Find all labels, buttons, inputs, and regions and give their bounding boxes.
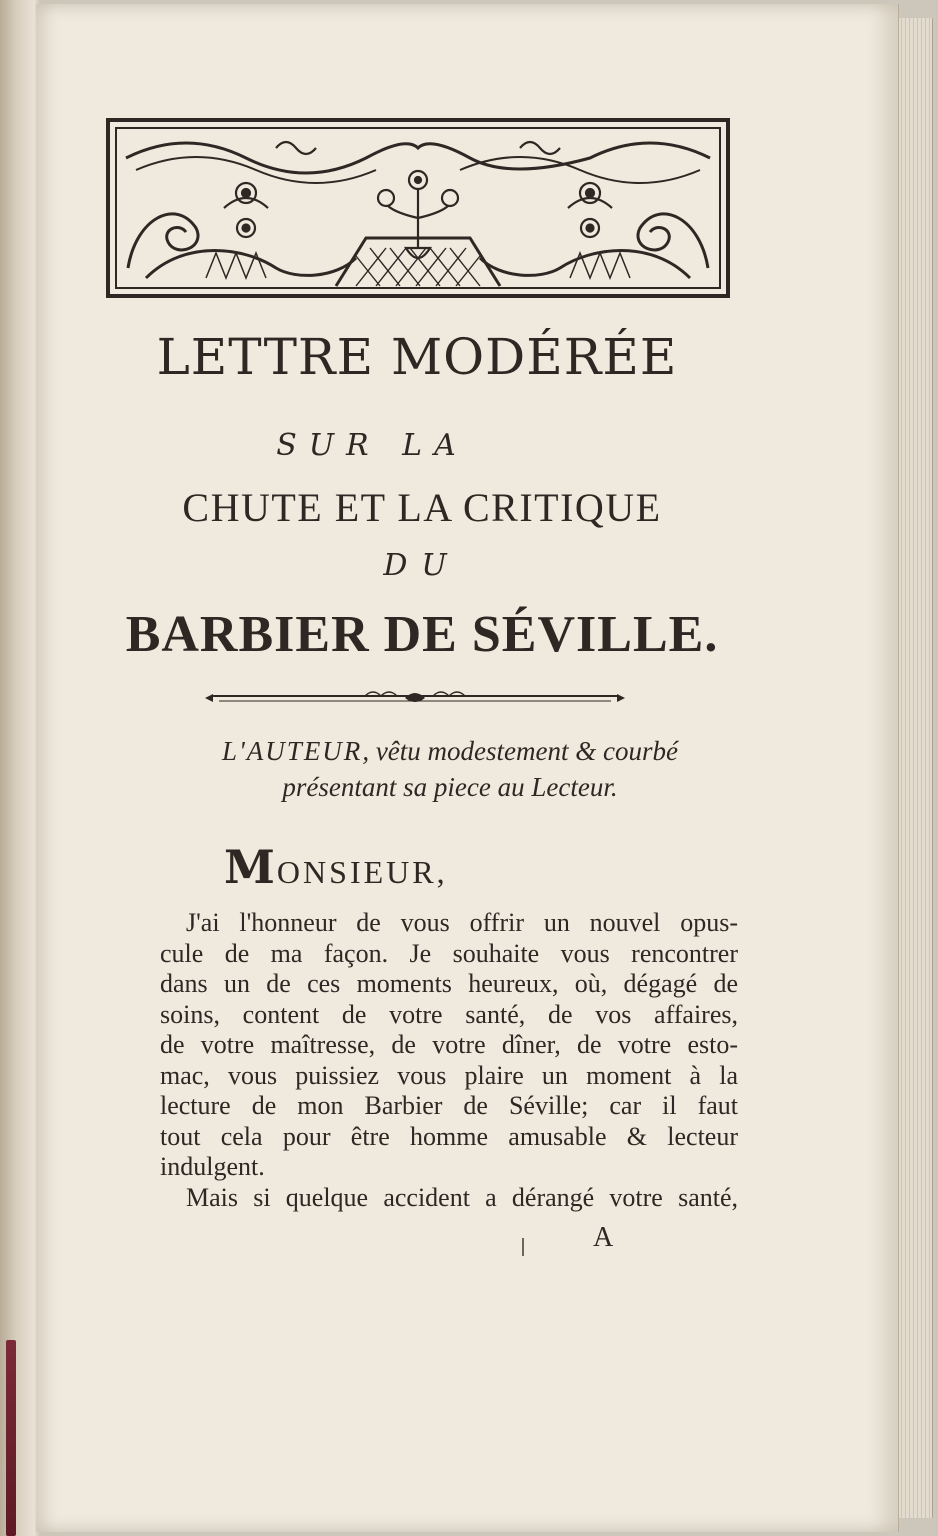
body-line: tout cela pour être homme amusable & lecteur	[160, 1121, 738, 1151]
body-line: lecture de mon Barbier de Séville; car il faut	[160, 1091, 738, 1120]
salutation	[224, 840, 448, 894]
salutation-rest: ONSIEUR,	[276, 854, 448, 890]
title-line-2: SUR LA	[276, 428, 468, 463]
epigraph-line-1-rest: , vêtu modestement & courbé	[362, 736, 678, 766]
epigraph	[150, 733, 750, 805]
body-line: J'ai l'honneur de vous offrir un nouvel opus-	[186, 908, 738, 937]
book-binding	[0, 0, 40, 1536]
signature-mark: A	[593, 1222, 614, 1253]
salutation-dropcap: M	[224, 840, 275, 894]
body-line: de votre maîtresse, de votre dîner, de votre esto-	[160, 1030, 738, 1059]
page-edges	[898, 18, 933, 1518]
page-mark	[522, 1238, 524, 1256]
title-line-5: BARBIER DE SÉVILLE.	[125, 606, 719, 663]
ornamental-headpiece	[106, 118, 730, 298]
body-line: indulgent.	[160, 1152, 265, 1181]
body-line: Mais si quelque accident a dérangé votre santé,	[186, 1182, 738, 1212]
epigraph-line-1	[150, 733, 750, 769]
epigraph-line-2: présentant sa piece au Lecteur.	[282, 772, 618, 802]
body-line: cule de ma façon. Je souhaite vous rencontrer	[160, 938, 738, 968]
title-line-4: DU	[383, 548, 461, 583]
title-line-3: CHUTE ET LA CRITIQUE	[182, 485, 662, 530]
binding-ribbon	[6, 1340, 16, 1536]
ornamental-rule	[205, 688, 625, 708]
body-line: soins, content de votre santé, de vos affaires,	[160, 999, 738, 1029]
body-line: mac, vous puissiez vous plaire un moment à la	[160, 1060, 738, 1090]
body-text	[160, 908, 738, 1213]
epigraph-author: L'AUTEUR	[222, 736, 363, 766]
body-line: dans un de ces moments heureux, où, dégagé de	[160, 969, 738, 998]
title-line-1: LETTRE MODÉRÉE	[156, 328, 678, 386]
